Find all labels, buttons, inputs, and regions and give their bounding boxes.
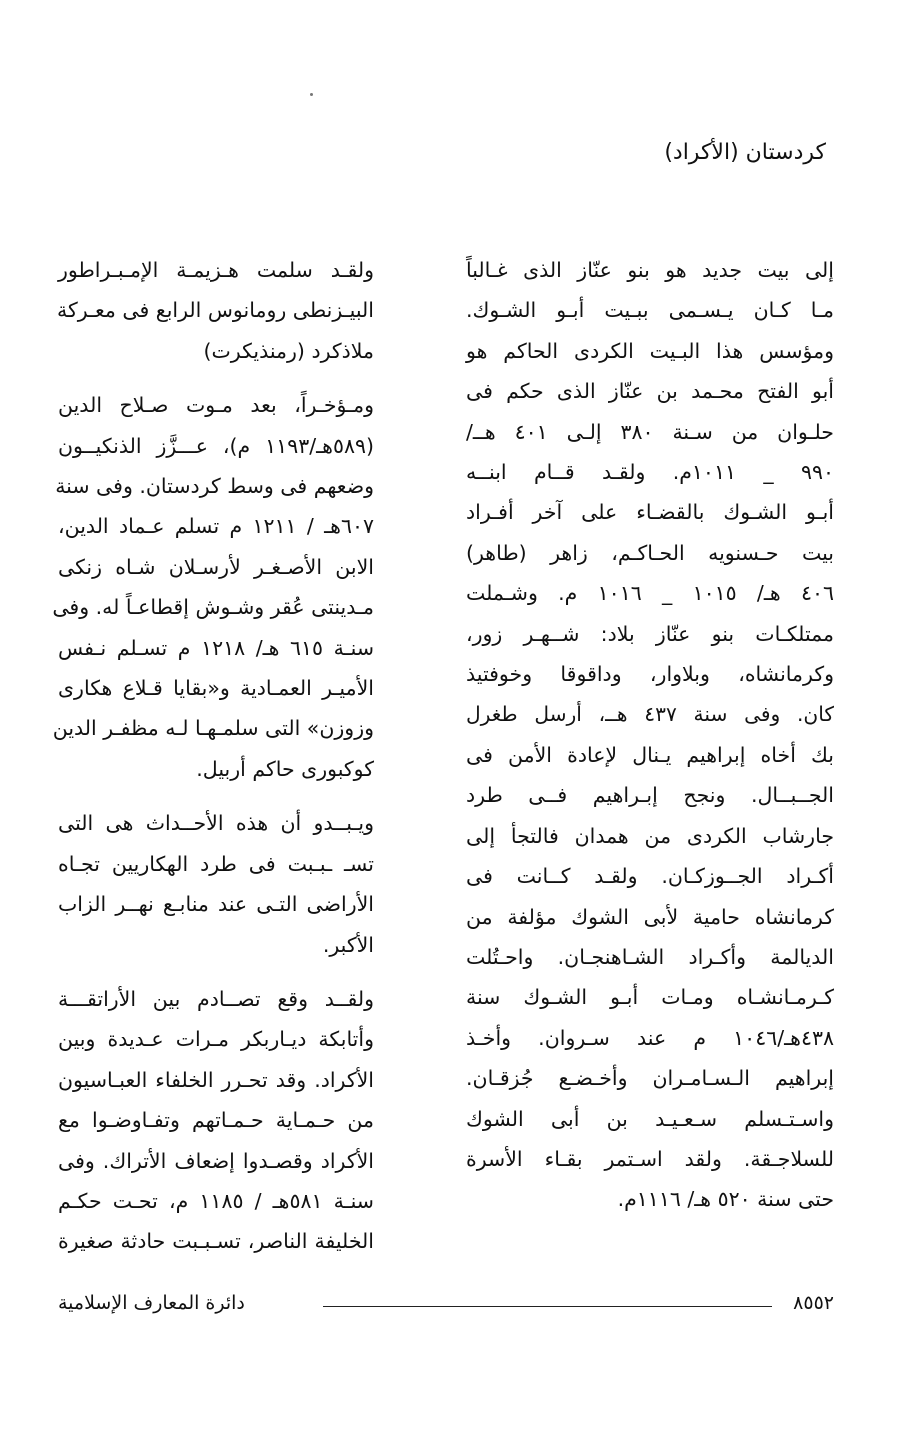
text-line: الأكراد. وقد تحـرر الخلفاء العبـاسيون	[58, 1067, 374, 1092]
text-line: الابن الأصـغـر لأرسـلان شـاه زنكى	[58, 554, 374, 579]
text-line: من حـمـاية حـمـاتهم وتفـاوضـوا مع	[58, 1108, 374, 1133]
text-line: بيت حـسنويه الحـاكـم، زاهر (طاهر)	[466, 540, 834, 565]
text-line: كـرمـانشـاه ومـات أبـو الشـوك سنة	[466, 985, 834, 1010]
text-line: ملاذكرد (رمنذيكرت)	[203, 338, 374, 363]
text-line: وضعهم فى وسط كردستان. وفى سنة	[55, 474, 374, 499]
text-line: للسلاجـقة. ولقد اسـتمر بقـاء الأسرة	[466, 1146, 834, 1171]
scan-speck	[310, 93, 313, 96]
text-line: ٤٣٨هـ/١٠٤٦ م عند سـروان. وأخـذ	[466, 1025, 834, 1050]
text-line: حلـوان من سـنة ٣٨٠ إلـى ٤٠١ هــ/	[466, 419, 834, 444]
text-line: حتى سنة ٥٢٠ هـ/ ١١١٦م.	[617, 1187, 834, 1212]
left-column	[52, 250, 416, 1262]
text-line: أبـو الشـوك بالقضـاء على آخر أفـراد	[466, 500, 834, 525]
paragraph	[58, 979, 416, 1262]
text-line: ٦٠٧هـ / ١٢١١ م تسلم عـماد الدين،	[58, 514, 374, 539]
text-line: الديالمة وأكـراد الشـاهنجـان. واحـتُلت	[466, 944, 834, 969]
text-line: الأميـر العمـادية و«بقايا قـلاع هكارى	[58, 676, 374, 701]
text-line: (٥٨٩هـ/١١٩٣ م)، عـــزَّز الذنكيــون	[58, 433, 374, 458]
text-line: واسـتـسلم سـعـيـد بن أبى الشوك	[466, 1106, 834, 1131]
paragraph	[466, 250, 834, 1220]
text-line: وزوزن» التى سلمـهـا لـه مظفـر الدين	[52, 716, 374, 741]
page-number: ٨٥٥٢	[793, 1292, 834, 1314]
text-line: الأراضى التـى عند منابـع نهــر الزاب	[58, 892, 374, 917]
text-line: وكرمانشاه، وبلاوار، وداقوقا وخوفتيذ	[466, 662, 834, 687]
text-line: إبراهيم الـسـامـران وأخـضـع جُزقـان.	[466, 1066, 834, 1091]
text-line: كان. وفى سنة ٤٣٧ هــ، أرسل طغرل	[466, 702, 835, 727]
text-line: أبو الفتح محـمد بن عنّاز الذى حكم فى	[466, 379, 834, 404]
text-line: مـا كـان يـسـمى ببـيت أبـو الشـوك.	[466, 298, 834, 323]
paragraph	[58, 250, 416, 371]
text-line: إلى بيت جديد هو بنو عنّاز الذى غـالباً	[466, 258, 834, 282]
text-line: بك أخاه إبراهيم يـنال لإعادة الأمن فى	[466, 742, 834, 767]
text-line: كوكبورى حاكم أربيل.	[196, 756, 374, 781]
text-line: البيـزنطى رومانوس الرابع فى معـركة	[56, 298, 374, 323]
text-line: ولقــد وقع تصــادم بين الأراتقـــة	[58, 986, 374, 1011]
text-line: ويـبــدو أن هذه الأحــداث هى التى	[58, 811, 374, 836]
text-line: تسـ ـبـبت فى طرد الهكاريين تجـاه	[58, 851, 374, 876]
text-line: ومؤسس هذا البـيت الكردى الحاكم هو	[466, 338, 834, 363]
footer-rule	[323, 1306, 772, 1307]
running-head: كردستان (الأكراد)	[664, 140, 826, 165]
text-line: جارشاب الكردى من همدان فالتجأ إلى	[466, 823, 834, 848]
text-line: الأكبر.	[322, 932, 374, 957]
text-line: ومـؤخـراً، بعد مـوت صـلاح الدين	[58, 393, 374, 418]
paragraph	[58, 803, 416, 965]
text-line: كرمانشاه حامية لأبى الشوك مؤلفة من	[466, 904, 834, 929]
text-line: أكـراد الجــوزكـان. ولقـد كــانت فى	[466, 864, 834, 889]
text-line: ٩٩٠ _ ١٠١١م. ولقـد قــام ابنــه	[466, 460, 834, 485]
text-line: الجــبــال. ونجح إبـراهيم فــى طرد	[466, 783, 834, 808]
text-line: الأكراد وقصـدوا إضعاف الأتراك. وفى	[58, 1148, 374, 1173]
text-line: مـدينتى عُقر وشـوش إقطاعـاً له. وفى	[52, 595, 374, 620]
text-line: ولقـد سلمت هـزيمـة الإمـبـراطور	[58, 258, 374, 282]
text-line: وأتابكة ديـاربكر مـرات عـديدة وبين	[58, 1027, 374, 1052]
publication-title: دائرة المعارف الإسلامية	[58, 1292, 245, 1314]
text-line: الخليفة الناصر، تسـبـبت حادثة صغيرة	[58, 1229, 374, 1254]
right-column	[466, 250, 834, 1220]
page-footer	[58, 1292, 834, 1322]
text-line: سنـة ٦١٥ هـ/ ١٢١٨ م تسـلم نـفس	[58, 635, 374, 660]
paragraph	[52, 385, 416, 789]
text-line: ممتلكـات بنو عنّاز بلاد: شــهـر زور،	[466, 621, 834, 646]
text-line: سنـة ٥٨١هـ / ١١٨٥ م، تحـت حكـم	[58, 1188, 374, 1213]
text-line: ٤٠٦ هـ/ ١٠١٥ _ ١٠١٦ م. وشـملت	[466, 581, 834, 606]
